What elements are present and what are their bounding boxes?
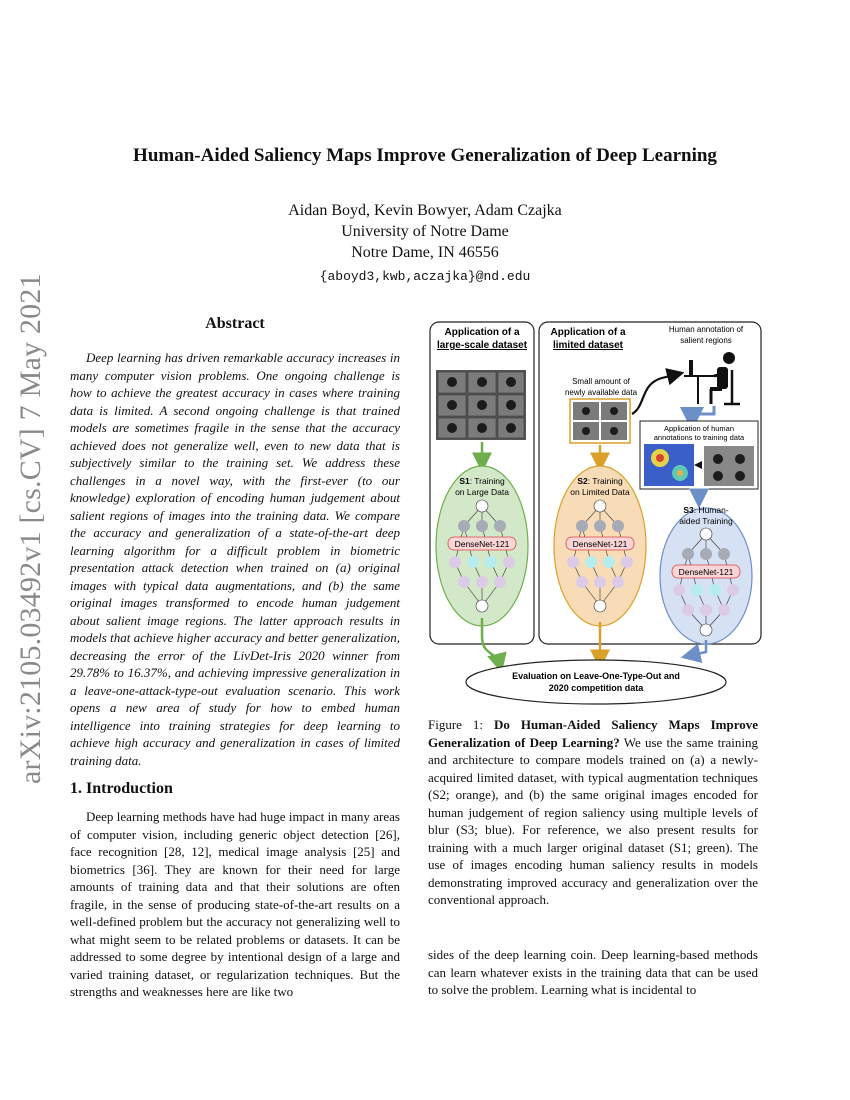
large-dataset-images xyxy=(436,370,526,440)
human-annotation-1: Human annotation of xyxy=(668,325,744,334)
evaluation-ellipse xyxy=(466,660,726,704)
small-amount-2: newly available data xyxy=(564,388,638,397)
author-block xyxy=(60,200,790,287)
figure-caption xyxy=(428,716,758,909)
s3-label-1: S3: Human- xyxy=(683,505,729,515)
author-names: Aidan Boyd, Kevin Bowyer, Adam Czajka xyxy=(288,202,562,219)
net-label-s3: DenseNet-121 xyxy=(678,567,734,577)
abstract-body xyxy=(70,349,400,769)
caption-label: Figure 1: xyxy=(428,717,484,732)
intro-body xyxy=(70,808,400,1001)
mid-heading-1: Application of a xyxy=(550,327,626,338)
apply-annotations-2: annotations to training data xyxy=(653,433,745,442)
net-label-s1: DenseNet-121 xyxy=(454,539,510,549)
intro-heading: 1. Introduction xyxy=(70,780,173,797)
paper-title: Human-Aided Saliency Maps Improve Generalization of Deep Learning xyxy=(133,145,717,166)
human-annotator-icon xyxy=(684,352,740,404)
figure-1-diagram xyxy=(426,318,766,710)
column2-text: sides of the deep learning coin. Deep learning-based methods can learn whatever exists in the training data that can be used to solve the problem. Learning what is incidental to xyxy=(428,947,758,997)
caption-text: We use the same training and architecture to compare models trained on (a) a newly-acquired limited dataset, with typical augmentation techniques (S2; orange), and (b) the same original images encoded for human judgement of region saliency using multiple levels of blur (S3; blue). For reference, we also present results for training with a much larger original dataset (S1; green). The use of images encoding human saliency results in models demonstrating improved accuracy and generalization over the conventional approach. xyxy=(428,734,759,907)
left-heading-1: Application of a xyxy=(444,327,520,338)
human-annotation-2: salient regions xyxy=(680,336,732,345)
location: Notre Dame, IN 46556 xyxy=(351,244,499,261)
evaluation-label-2: 2020 competition data xyxy=(548,683,644,693)
left-heading-2: large-scale dataset xyxy=(436,340,528,351)
mid-heading-2: limited dataset xyxy=(552,340,624,351)
evaluation-label-1: Evaluation on Leave-One-Type-Out and xyxy=(512,671,680,681)
s2-label-1: S2: Training xyxy=(577,476,623,486)
s1-label-1: S1: Training xyxy=(459,476,505,486)
figure-1 xyxy=(426,318,766,710)
s2-label-2: on Limited Data xyxy=(570,487,630,497)
caption-bold: Do Human-Aided Saliency Maps Improve Generalization of Deep Learning? xyxy=(428,717,759,750)
column2-body xyxy=(428,946,758,999)
abstract-text: Deep learning has driven remarkable accuracy increases in many computer vision problems. One ongoing challenge is how to achieve the greatest accuracy in cases where training data is limited. A second ongoing challenge is that trained models are sometimes fragile in the sense that the accuracy achieved does not generalize well, even to new data that is subjectively similar to the training set. We address these challenges in a novel way, with the first-ever (to our knowledge) exploration of encoding human judgement about salient regions of images into the training data. We compare the accuracy and generalization of a state-of-the-art deep learning algorithm for a difficult problem in biometric presentation attack detection when trained on (a) original images with typical data augmentations, and (b) the same original images transformed to encode human judgement about salient image regions. The latter approach results in models that achieve higher accuracy and better generalization, decreasing the error of the LivDet-Iris 2020 winner from 29.78% to 16.37%, and achieving impressive generalization in a leave-one-attack-type-out evaluation scenario. This work opens a new area of study for how to embed human intelligence into training strategies for deep learning to achieve high accuracy and generalization in cases of limited training data. xyxy=(70,350,400,768)
intro-text: Deep learning methods have had huge impact in many areas of computer vision, including generic object detection [26], face recognition [28, 12], medical image analysis [25] and biometrics [36]. They are known for their need for large amounts of training data and that their solutions are often fragile, in the sense of producing state-of-the-art results on a well-defined problem but the accuracy not generalizing well to what might seem to be related problems or datasets. It can be addressed to some degree by intentional design of a large and varied training dataset, or regularization techniques. But the strengths and weaknesses here are like two xyxy=(70,809,400,999)
limited-dataset-images xyxy=(570,399,630,443)
affiliation: University of Notre Dame xyxy=(341,223,509,240)
s1-label-2: on Large Data xyxy=(455,487,509,497)
net-label-s2: DenseNet-121 xyxy=(572,539,628,549)
apply-annotations-1: Application of human xyxy=(663,424,735,433)
author-email: {aboyd3,kwb,aczajka}@nd.edu xyxy=(319,269,531,284)
s3-label-2: aided Training xyxy=(679,516,733,526)
small-amount-1: Small amount of xyxy=(572,377,630,386)
abstract-heading: Abstract xyxy=(205,315,265,332)
arxiv-side-stamp: arXiv:2105.03492v1 [cs.CV] 7 May 2021 xyxy=(14,273,47,784)
